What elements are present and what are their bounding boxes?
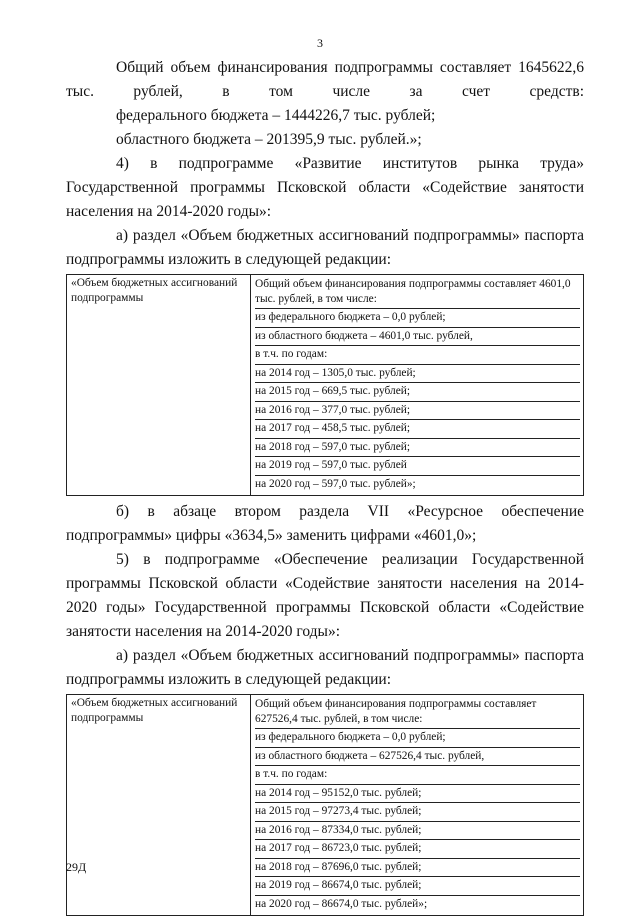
budget-table-2-line: из областного бюджета – 627526,4 тыс. рублей, (255, 748, 580, 767)
budget-table-1-line: на 2019 год – 597,0 тыс. рублей (255, 457, 580, 476)
budget-table-1 (66, 274, 584, 496)
budget-table-2-label: «Объем бюджетных ассигнований подпрограммы (67, 695, 251, 916)
budget-table-1-line: на 2020 год – 597,0 тыс. рублей»; (255, 477, 416, 490)
document-body (66, 56, 584, 920)
footer-code: 29Д (66, 860, 87, 874)
budget-table-2-line: на 2020 год – 86674,0 тыс. рублей»; (255, 897, 428, 910)
paragraph-item-5a: а) раздел «Объем бюджетных ассигнований подпрограммы» паспорта подпрограммы изложить в следующей редакции: (66, 647, 584, 688)
budget-table-2-line: на 2019 год – 86674,0 тыс. рублей; (255, 877, 580, 896)
budget-table-1-line: на 2017 год – 458,5 тыс. рублей; (255, 420, 580, 439)
budget-table-2-line: на 2014 год – 95152,0 тыс. рублей; (255, 785, 580, 804)
page-number: 3 (317, 36, 323, 50)
budget-table-2-values (251, 695, 584, 916)
budget-table-1-line: в т.ч. по годам: (255, 346, 580, 365)
budget-table-2-line: на 2017 год – 86723,0 тыс. рублей; (255, 840, 580, 859)
paragraph-item-5: 5) в подпрограмме «Обеспечение реализации Государственной программы Псковской области «Содействие занятости населения на 2014-2020 годы» Государственной программы Псковской области «Содействие занятости населения на 2014-2020 годы»: (66, 551, 584, 640)
paragraph-total-funding: Общий объем финансирования подпрограммы составляет 1645622,6 тыс. рублей, в том числе за счет средств: (66, 59, 584, 100)
budget-table-1-values (251, 275, 584, 496)
budget-table-1-line: из областного бюджета – 4601,0 тыс. рублей, (255, 328, 580, 347)
paragraph-regional-budget: областного бюджета – 201395,9 тыс. рублей.»; (116, 131, 422, 148)
budget-table-1-line: из федерального бюджета – 0,0 рублей; (255, 309, 580, 328)
paragraph-item-4b: б) в абзаце втором раздела VII «Ресурсное обеспечение подпрограммы» цифры «3634,5» заменить цифрами «4601,0»; (66, 503, 584, 544)
budget-table-1-label: «Объем бюджетных ассигнований подпрограммы (67, 275, 251, 496)
paragraph-item-4a: а) раздел «Объем бюджетных ассигнований подпрограммы» паспорта подпрограммы изложить в следующей редакции: (66, 227, 584, 268)
budget-table-1-total: Общий объем финансирования подпрограммы составляет 4601,0 тыс. рублей, в том числе: (255, 276, 580, 309)
budget-table-2 (66, 694, 584, 916)
budget-table-1-line: на 2018 год – 597,0 тыс. рублей; (255, 439, 580, 458)
budget-table-2-line: на 2018 год – 87696,0 тыс. рублей; (255, 859, 580, 878)
budget-table-1-line: на 2016 год – 377,0 тыс. рублей; (255, 402, 580, 421)
budget-table-2-line: на 2016 год – 87334,0 тыс. рублей; (255, 822, 580, 841)
budget-table-2-line: на 2015 год – 97273,4 тыс. рублей; (255, 803, 580, 822)
budget-table-1-line: на 2015 год – 669,5 тыс. рублей; (255, 383, 580, 402)
budget-table-2-line: из федерального бюджета – 0,0 рублей; (255, 729, 580, 748)
budget-table-2-total: Общий объем финансирования подпрограммы составляет 627526,4 тыс. рублей, в том числе: (255, 696, 580, 729)
paragraph-item-4: 4) в подпрограмме «Развитие институтов рынка труда» Государственной программы Псковской области «Содействие занятости населения на 2014-2020 годы»: (66, 155, 584, 220)
budget-table-1-line: на 2014 год – 1305,0 тыс. рублей; (255, 365, 580, 384)
paragraph-federal-budget: федерального бюджета – 1444226,7 тыс. рублей; (116, 107, 436, 124)
budget-table-2-line: в т.ч. по годам: (255, 766, 580, 785)
